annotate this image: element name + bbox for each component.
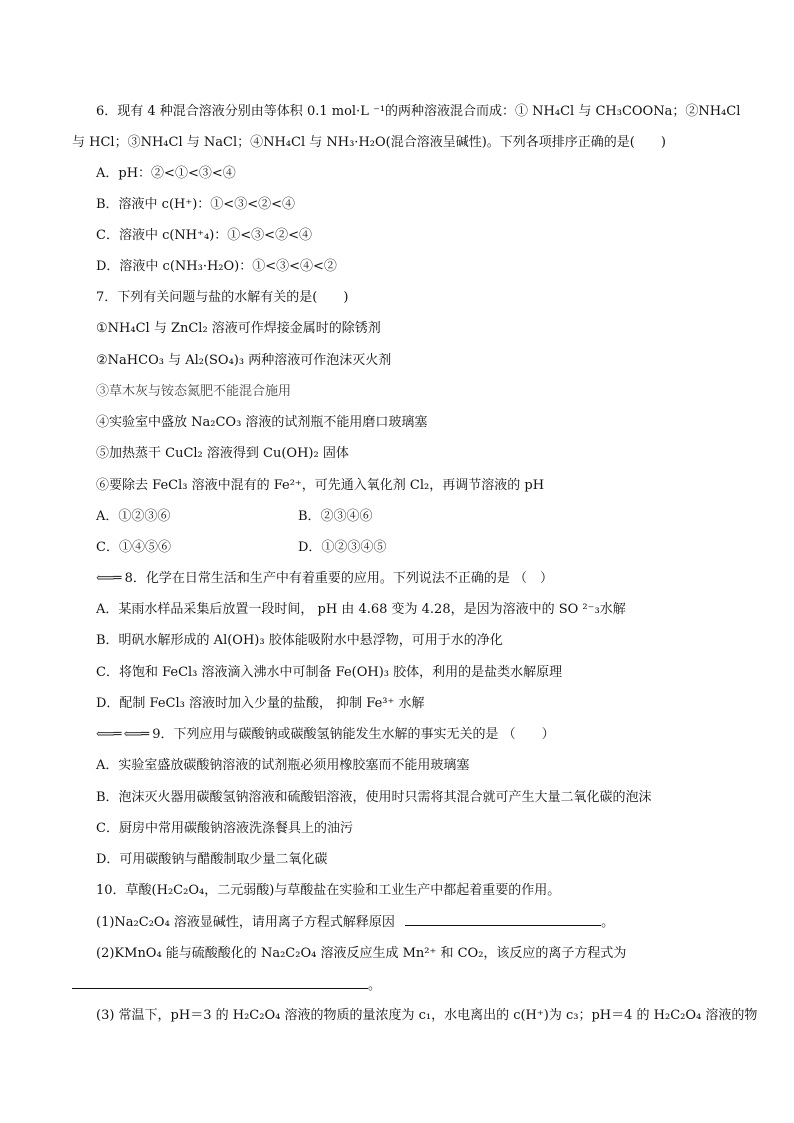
q10-part1-answer-blank[interactable] xyxy=(405,913,601,926)
q10-part1-end: 。 xyxy=(601,915,615,930)
q10-stem: 10．草酸(H₂C₂O₄，二元弱酸)与草酸盐在实验和工业生产中都起着重要的作用。 xyxy=(96,883,561,898)
q6-option-b: B．溶液中 c(H⁺)：①<③<②<④ xyxy=(96,197,295,212)
q8-stem-line xyxy=(96,570,734,588)
q9-marker: ⟸═ ⟸═ xyxy=(96,727,149,742)
q9-option-c: C．厨房中常用碳酸钠溶液洗涤餐具上的油污 xyxy=(96,821,353,836)
q7-options-row1 xyxy=(96,508,734,526)
q6-option-a: A．pH：②<①<③<④ xyxy=(96,166,236,181)
q10-part1-text: (1)Na₂C₂O₄ 溶液显碱性，请用离子方程式解释原因 xyxy=(96,915,395,930)
q7-stem: 7．下列有关问题与盐的水解有关的是( ) xyxy=(96,290,349,305)
q9-stem-line xyxy=(96,726,734,744)
q7-item-2: ②NaHCO₃ 与 Al₂(SO₄)₃ 两种溶液可作泡沫灭火剂 xyxy=(96,353,392,368)
q9-option-d: D．可用碳酸钠与醋酸制取少量二氧化碳 xyxy=(96,852,328,867)
q6-stem-line1: 6．现有 4 种混合溶液分别由等体积 0.1 mol·L ⁻¹的两种溶液混合而成：① NH₄Cl 与 CH₃COONa；②NH₄Cl xyxy=(96,104,741,119)
q10-part3: (3) 常温下，pH＝3 的 H₂C₂O₄ 溶液的物质的量浓度为 c₁，水电离出的 c(H⁺)为 c₃；pH＝4 的 H₂C₂O₄ 溶液的物 xyxy=(96,1008,758,1023)
q7-option-c: C．①④⑤⑥ xyxy=(96,540,171,555)
q10-part2: (2)KMnO₄ 能与硫酸酸化的 Na₂C₂O₄ 溶液反应生成 Mn²⁺ 和 CO₂，该反应的离子方程式为 xyxy=(96,946,627,961)
q10-part2-answer-line xyxy=(72,976,734,995)
q9-option-a: A．实验室盛放碳酸钠溶液的试剂瓶必须用橡胶塞而不能用玻璃塞 xyxy=(96,758,470,773)
q9-stem: 9．下列应用与碳酸钠或碳酸氢钠能发生水解的事实无关的是 （ ） xyxy=(152,727,555,742)
q9-option-b: B．泡沫灭火器用碳酸氢钠溶液和硫酸铝溶液，使用时只需将其混合就可产生大量二氧化碳的泡沫 xyxy=(96,790,652,805)
q7-item-1: ①NH₄Cl 与 ZnCl₂ 溶液可作焊接金属时的除锈剂 xyxy=(96,321,381,336)
q8-option-b: B．明矾水解形成的 Al(OH)₃ 胶体能吸附水中悬浮物，可用于水的净化 xyxy=(96,633,503,648)
q7-item-4: ④实验室中盛放 Na₂CO₃ 溶液的试剂瓶不能用磨口玻璃塞 xyxy=(96,415,428,430)
q8-option-a: A．某雨水样品采集后放置一段时间， pH 由 4.68 变为 4.28，是因为溶液中的 SO ²⁻₃水解 xyxy=(96,602,626,617)
q10-part2-end: 。 xyxy=(368,978,382,993)
q8-stem: 8．化学在日常生活和生产中有着重要的应用。下列说法不正确的是 （ ） xyxy=(124,571,554,586)
q7-item-3: ③草木灰与铵态氮肥不能混合施用 xyxy=(96,384,292,399)
q8-marker: ⟸═ xyxy=(96,571,121,586)
q7-option-a: A．①②③⑥ xyxy=(96,509,171,524)
q8-option-d: D．配制 FeCl₃ 溶液时加入少量的盐酸， 抑制 Fe³⁺ 水解 xyxy=(96,696,425,711)
q10-part2-answer-blank[interactable] xyxy=(72,976,368,989)
q6-stem-line2: 与 HCl；③NH₄Cl 与 NaCl；④NH₄Cl 与 NH₃·H₂O(混合溶液呈碱性)。下列各项排序正确的是( ) xyxy=(72,135,666,150)
q10-part1 xyxy=(96,913,734,932)
q7-option-d: D．①②③④⑤ xyxy=(298,540,387,555)
q7-options-row2 xyxy=(96,539,734,557)
q6-option-d: D．溶液中 c(NH₃·H₂O)：①<③<④<② xyxy=(96,259,337,274)
q7-option-b: B．②③④⑥ xyxy=(298,509,373,524)
q8-option-c: C．将饱和 FeCl₃ 溶液滴入沸水中可制备 Fe(OH)₃ 胶体，利用的是盐类水解原理 xyxy=(96,665,563,680)
q6-option-c: C．溶液中 c(NH⁺₄)：①<③<②<④ xyxy=(96,228,312,243)
q7-item-6: ⑥要除去 FeCl₃ 溶液中混有的 Fe²⁺，可先通入氧化剂 Cl₂，再调节溶液的 pH xyxy=(96,478,545,493)
q7-item-5: ⑤加热蒸干 CuCl₂ 溶液得到 Cu(OH)₂ 固体 xyxy=(96,446,349,461)
